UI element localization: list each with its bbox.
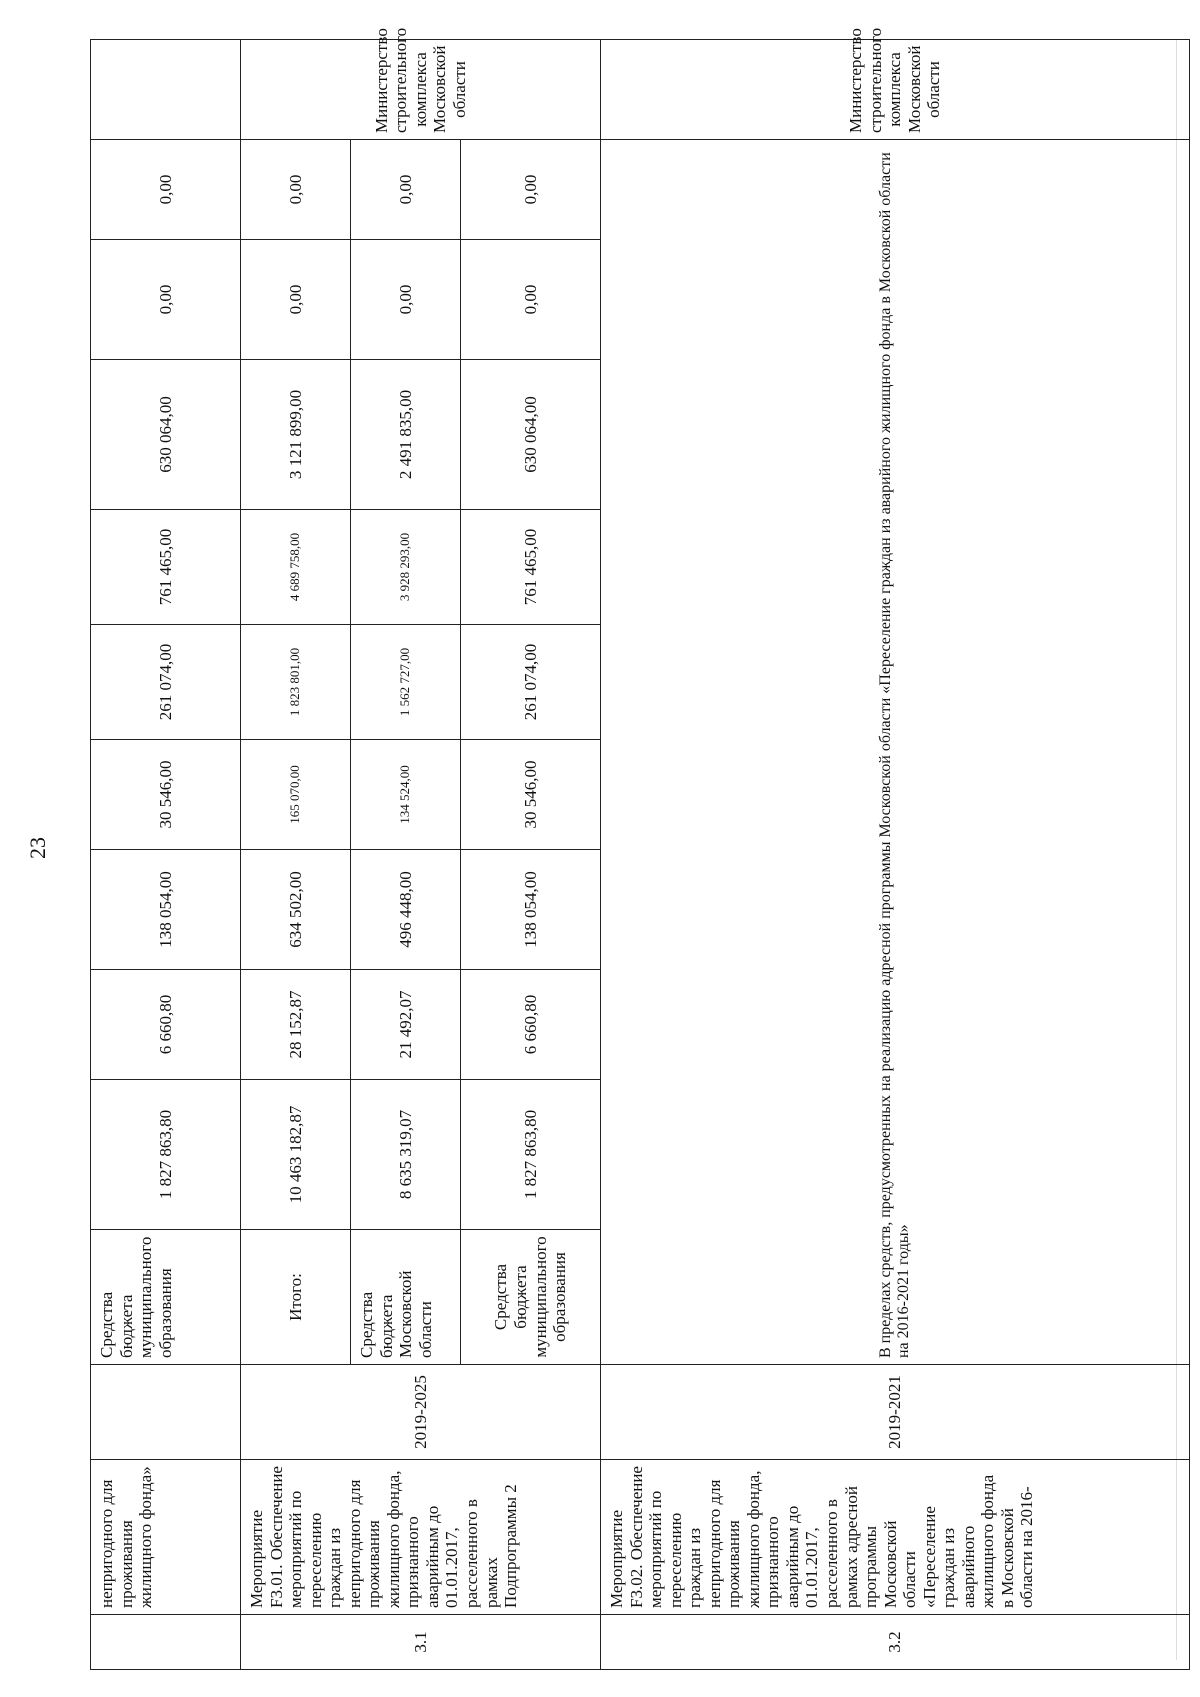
table-row	[601, 40, 1190, 1670]
value-2022: 1 823 801,00	[241, 625, 351, 740]
funding-source: Итого:	[241, 1230, 351, 1365]
period: 2019-2021	[601, 1365, 1190, 1460]
funding-source: Средства бюджета муниципального образования	[461, 1230, 601, 1365]
value-2023: 3 928 293,00	[351, 510, 461, 625]
value-2021: 165 070,00	[241, 740, 351, 850]
row-number: 3.1	[241, 1615, 601, 1670]
rotated-page	[90, 27, 1190, 1670]
page-number: 23	[25, 837, 50, 859]
period	[91, 1365, 241, 1460]
responsible: Министерство строительного комплекса Московской области	[601, 40, 1190, 140]
value-2025: 0,00	[241, 240, 351, 360]
value-2022: 261 074,00	[91, 625, 241, 740]
value-total: 1 827 863,80	[461, 1080, 601, 1230]
value-2024: 2 491 835,00	[351, 360, 461, 510]
landscape-table-area	[90, 27, 1190, 1670]
value-2023: 4 689 758,00	[241, 510, 351, 625]
row-number: 3.2	[601, 1615, 1190, 1670]
table-row	[241, 40, 351, 1670]
program-table	[90, 27, 1190, 1670]
funding-source: Средства бюджета Московской области	[351, 1230, 461, 1365]
value-2019: 6 660,80	[461, 970, 601, 1080]
measure-name: Мероприятие F3.01. Обеспечение мероприятий по переселению граждан из непригодного для проживания жилищного фонда, признанного аварийным до 01.01.2017, расселенного в рамках Подпрограммы 2	[241, 1460, 601, 1615]
value-extra: 0,00	[241, 140, 351, 240]
value-2024: 3 121 899,00	[241, 360, 351, 510]
responsible: Министерство строительного комплекса Московской области	[241, 40, 601, 140]
table-row	[91, 40, 241, 1670]
value-2023: 761 465,00	[461, 510, 601, 625]
value-2023: 761 465,00	[91, 510, 241, 625]
value-extra: 0,00	[351, 140, 461, 240]
value-2019: 28 152,87	[241, 970, 351, 1080]
responsible	[91, 40, 241, 140]
value-2021: 30 546,00	[461, 740, 601, 850]
value-2025: 0,00	[351, 240, 461, 360]
value-2020: 496 448,00	[351, 850, 461, 970]
value-total: 8 635 319,07	[351, 1080, 461, 1230]
value-total: 1 827 863,80	[91, 1080, 241, 1230]
value-total: 10 463 182,87	[241, 1080, 351, 1230]
value-2019: 6 660,80	[91, 970, 241, 1080]
value-2020: 138 054,00	[461, 850, 601, 970]
value-extra: 0,00	[461, 140, 601, 240]
row-number	[91, 1615, 241, 1670]
funding-source: Средства бюджета муниципального образования	[91, 1230, 241, 1365]
value-extra: 0,00	[91, 140, 241, 240]
measure-name: непригодного для проживания жилищного фонда»	[91, 1460, 241, 1615]
measure-name: Мероприятие F3.02. Обеспечение мероприятий по переселению граждан из непригодного для проживания жилищного фонда, признанного аварийным до 01.01.2017, расселенного в рамках адресной программы Московской области «Переселение граждан из аварийного жилищного фонда в Московской области на 2016-	[601, 1460, 1190, 1615]
period: 2019-2025	[241, 1365, 601, 1460]
value-2019: 21 492,07	[351, 970, 461, 1080]
value-2021: 30 546,00	[91, 740, 241, 850]
value-2024: 630 064,00	[461, 360, 601, 510]
funding-note: В пределах средств, предусмотренных на реализацию адресной программы Московской области «Переселение граждан из аварийного жилищного фонда в Московской области на 2016-2021 годы»	[601, 140, 1190, 1365]
value-2024: 630 064,00	[91, 360, 241, 510]
value-2025: 0,00	[461, 240, 601, 360]
value-2021: 134 524,00	[351, 740, 461, 850]
value-2022: 261 074,00	[461, 625, 601, 740]
value-2020: 138 054,00	[91, 850, 241, 970]
value-2022: 1 562 727,00	[351, 625, 461, 740]
value-2025: 0,00	[91, 240, 241, 360]
value-2020: 634 502,00	[241, 850, 351, 970]
